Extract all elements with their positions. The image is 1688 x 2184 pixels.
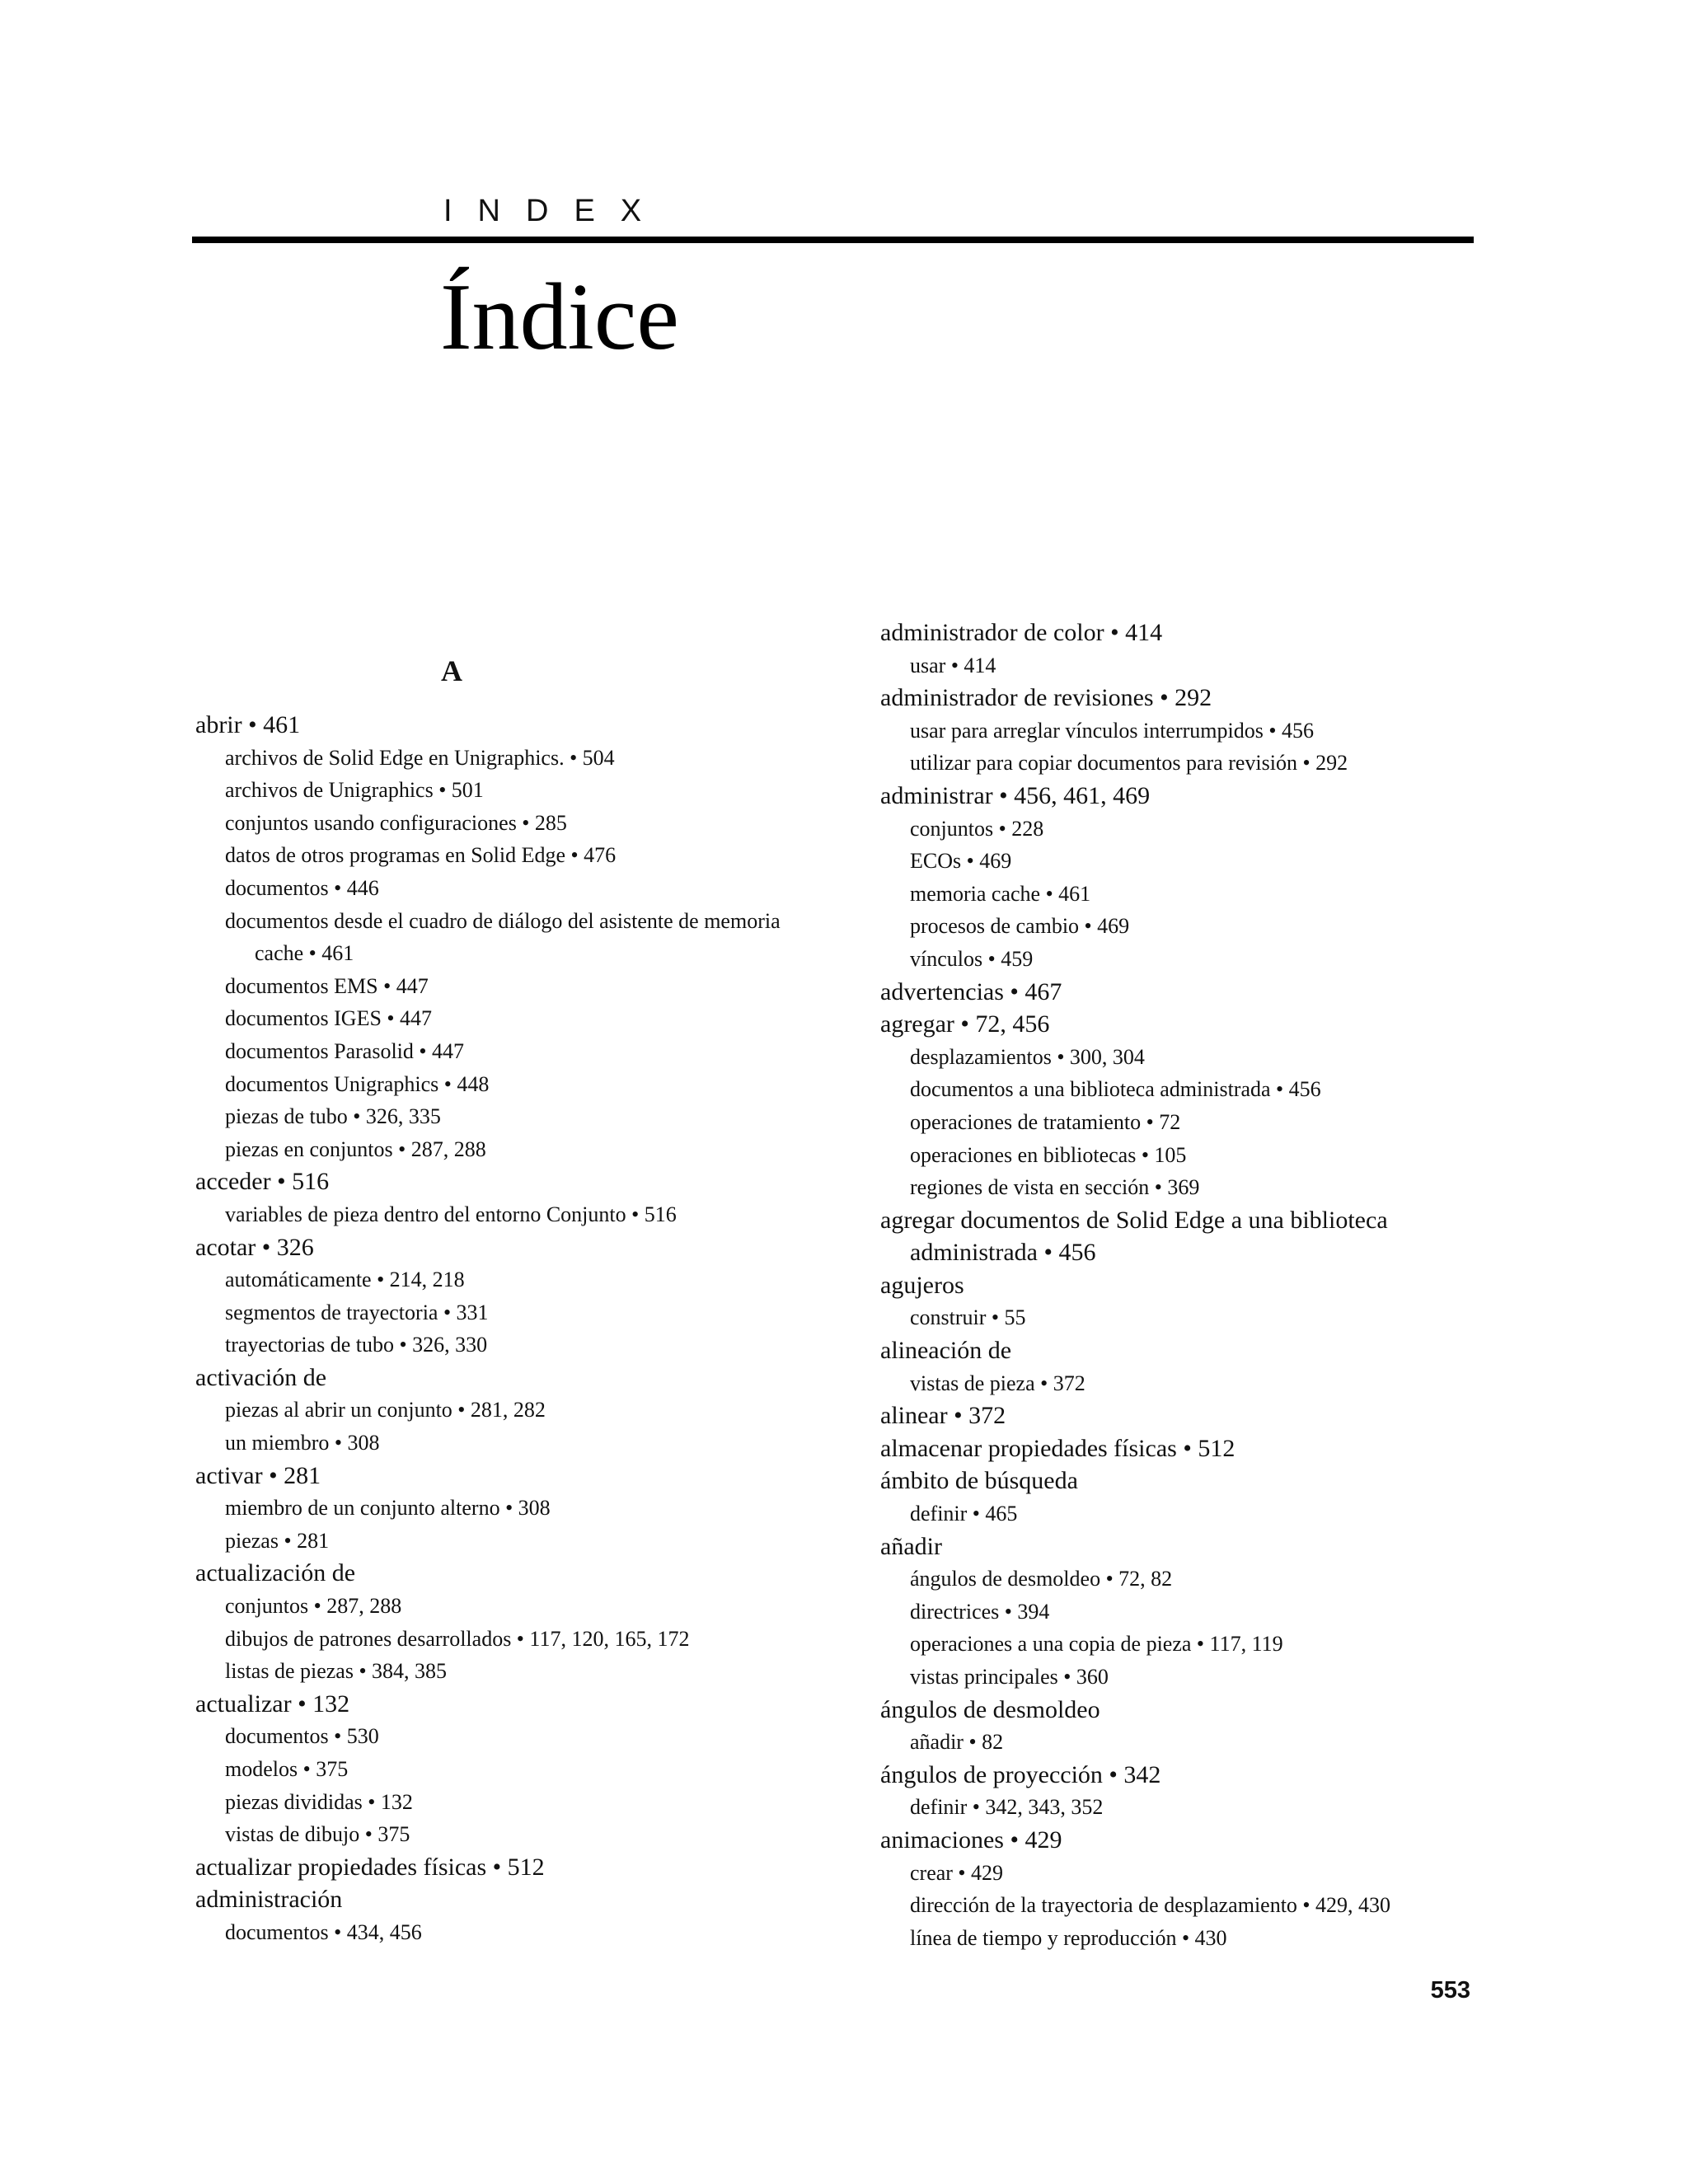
index-subentry: vistas de dibujo • 375 xyxy=(225,1822,410,1847)
index-subentry: conjuntos • 287, 288 xyxy=(225,1594,402,1619)
index-subentry: piezas al abrir un conjunto • 281, 282 xyxy=(225,1398,546,1422)
index-subentry: piezas de tubo • 326, 335 xyxy=(225,1104,441,1129)
index-entry xyxy=(880,976,1507,1009)
index-term: administrar • 456, 461, 469 xyxy=(880,781,1151,809)
index-subentry: usar • 414 xyxy=(910,653,996,677)
index-entry xyxy=(880,1465,1507,1530)
index-subentry: piezas divididas • 132 xyxy=(225,1789,413,1814)
index-term: actualización de xyxy=(195,1559,356,1587)
index-subentry: vínculos • 459 xyxy=(910,946,1034,971)
index-subentry: procesos de cambio • 469 xyxy=(910,914,1130,939)
index-entry xyxy=(880,1759,1507,1824)
index-subentry: documentos Parasolid • 447 xyxy=(225,1038,465,1063)
index-subentry: conjuntos usando configuraciones • 285 xyxy=(225,810,567,835)
index-entry xyxy=(195,1688,822,1851)
index-subentry: conjuntos • 228 xyxy=(910,816,1044,841)
index-subentry: documentos • 446 xyxy=(225,875,379,900)
index-entry xyxy=(880,1008,1507,1204)
index-entry xyxy=(195,1883,822,1948)
index-entry xyxy=(880,780,1507,976)
index-entry xyxy=(880,1204,1507,1269)
index-subentry: crear • 429 xyxy=(910,1860,1004,1885)
index-term: ángulos de proyección • 342 xyxy=(880,1760,1161,1788)
index-subentry: documentos IGES • 447 xyxy=(225,1006,433,1031)
index-subentry: documentos a una biblioteca administrada • 456 xyxy=(910,1077,1321,1102)
index-term: animaciones • 429 xyxy=(880,1825,1062,1854)
index-subentry: piezas • 281 xyxy=(225,1528,330,1553)
index-subentry: ángulos de desmoldeo • 72, 82 xyxy=(910,1567,1173,1591)
index-subentry: documentos Unigraphics • 448 xyxy=(225,1071,490,1096)
index-entry xyxy=(880,1694,1507,1759)
index-subentry: definir • 465 xyxy=(910,1502,1018,1526)
index-entry xyxy=(880,1399,1507,1432)
index-term: agregar documentos de Solid Edge a una biblioteca administrada • 456 xyxy=(880,1206,1388,1267)
page-number: 553 xyxy=(1430,1977,1470,2004)
index-subentry: segmentos de trayectoria • 331 xyxy=(225,1300,489,1324)
index-entry xyxy=(195,1851,822,1884)
index-subentry: definir • 342, 343, 352 xyxy=(910,1795,1104,1820)
index-term: almacenar propiedades físicas • 512 xyxy=(880,1434,1236,1462)
right-column xyxy=(880,616,1507,1954)
index-subentry: directrices • 394 xyxy=(910,1599,1050,1624)
index-entry xyxy=(880,682,1507,780)
index-term: actualizar • 132 xyxy=(195,1690,350,1718)
index-subentry: desplazamientos • 300, 304 xyxy=(910,1044,1145,1069)
index-term: añadir xyxy=(880,1532,942,1560)
index-entry xyxy=(195,1361,822,1460)
index-term: acotar • 326 xyxy=(195,1233,314,1261)
index-entry xyxy=(195,1557,822,1687)
index-subentry: operaciones a una copia de pieza • 117, 119 xyxy=(910,1632,1283,1657)
index-term: administrador de revisiones • 292 xyxy=(880,684,1212,712)
index-subentry: piezas en conjuntos • 287, 288 xyxy=(225,1137,486,1161)
index-term: alineación de xyxy=(880,1337,1012,1365)
index-term: abrir • 461 xyxy=(195,711,301,738)
index-term: agregar • 72, 456 xyxy=(880,1010,1050,1038)
index-subentry: documentos • 530 xyxy=(225,1724,379,1749)
index-term: acceder • 516 xyxy=(195,1168,330,1196)
index-subentry: un miembro • 308 xyxy=(225,1431,380,1455)
index-term: activar • 281 xyxy=(195,1461,321,1489)
index-subentry: datos de otros programas en Solid Edge • 476 xyxy=(225,843,617,868)
index-subentry: archivos de Solid Edge en Unigraphics. • 504 xyxy=(225,745,615,770)
index-entry xyxy=(880,1824,1507,1954)
index-entry xyxy=(195,1165,822,1230)
index-subentry: vistas principales • 360 xyxy=(910,1665,1109,1689)
index-subentry: archivos de Unigraphics • 501 xyxy=(225,778,484,803)
page-title: Índice xyxy=(440,265,679,370)
index-subentry: añadir • 82 xyxy=(910,1730,1004,1755)
index-term: ángulos de desmoldeo xyxy=(880,1695,1100,1723)
index-entry xyxy=(880,616,1507,682)
index-subentry: ECOs • 469 xyxy=(910,849,1012,874)
index-subentry: usar para arreglar vínculos interrumpidos • 456 xyxy=(910,718,1314,743)
index-subentry: dirección de la trayectoria de desplazamiento • 429, 430 xyxy=(910,1893,1391,1918)
index-term: ámbito de búsqueda xyxy=(880,1467,1078,1495)
right-entry-list xyxy=(880,616,1507,1954)
left-column xyxy=(195,651,822,1949)
index-entry xyxy=(195,709,822,1165)
index-entry xyxy=(880,1432,1507,1465)
index-subentry: utilizar para copiar documentos para revisión • 292 xyxy=(910,751,1348,776)
index-subentry: documentos EMS • 447 xyxy=(225,973,429,998)
index-term: alinear • 372 xyxy=(880,1402,1006,1430)
index-entry xyxy=(880,1334,1507,1399)
left-entry-list xyxy=(195,709,822,1949)
header-rule xyxy=(192,237,1474,243)
index-term: agujeros xyxy=(880,1271,964,1299)
index-subentry: línea de tiempo y reproducción • 430 xyxy=(910,1925,1227,1950)
index-subentry: construir • 55 xyxy=(910,1305,1026,1330)
index-subentry: operaciones de tratamiento • 72 xyxy=(910,1109,1181,1134)
index-subentry: documentos desde el cuadro de diálogo del asistente de memoria cache • 461 xyxy=(225,908,781,966)
index-term: actualizar propiedades físicas • 512 xyxy=(195,1853,545,1881)
index-subentry: memoria cache • 461 xyxy=(910,881,1091,906)
index-term: administración xyxy=(195,1886,343,1914)
index-label: INDEX xyxy=(443,194,668,228)
section-letter: A xyxy=(441,654,462,687)
index-entry xyxy=(195,1231,822,1361)
index-subentry: vistas de pieza • 372 xyxy=(910,1371,1085,1395)
index-term: advertencias • 467 xyxy=(880,977,1062,1005)
index-subentry: modelos • 375 xyxy=(225,1757,349,1781)
index-term: activación de xyxy=(195,1363,327,1391)
index-entry xyxy=(880,1530,1507,1694)
index-term: administrador de color • 414 xyxy=(880,619,1163,646)
index-subentry: automáticamente • 214, 218 xyxy=(225,1268,465,1292)
index-subentry: regiones de vista en sección • 369 xyxy=(910,1175,1200,1200)
index-subentry: variables de pieza dentro del entorno Conjunto • 516 xyxy=(225,1202,677,1226)
index-entry xyxy=(195,1460,822,1558)
index-subentry: trayectorias de tubo • 326, 330 xyxy=(225,1333,488,1357)
index-subentry: listas de piezas • 384, 385 xyxy=(225,1659,448,1684)
index-subentry: miembro de un conjunto alterno • 308 xyxy=(225,1496,551,1521)
index-subentry: operaciones en bibliotecas • 105 xyxy=(910,1142,1187,1167)
index-entry xyxy=(880,1269,1507,1334)
index-subentry: documentos • 434, 456 xyxy=(225,1919,422,1944)
index-subentry: dibujos de patrones desarrollados • 117, 120, 165, 172 xyxy=(225,1626,690,1651)
